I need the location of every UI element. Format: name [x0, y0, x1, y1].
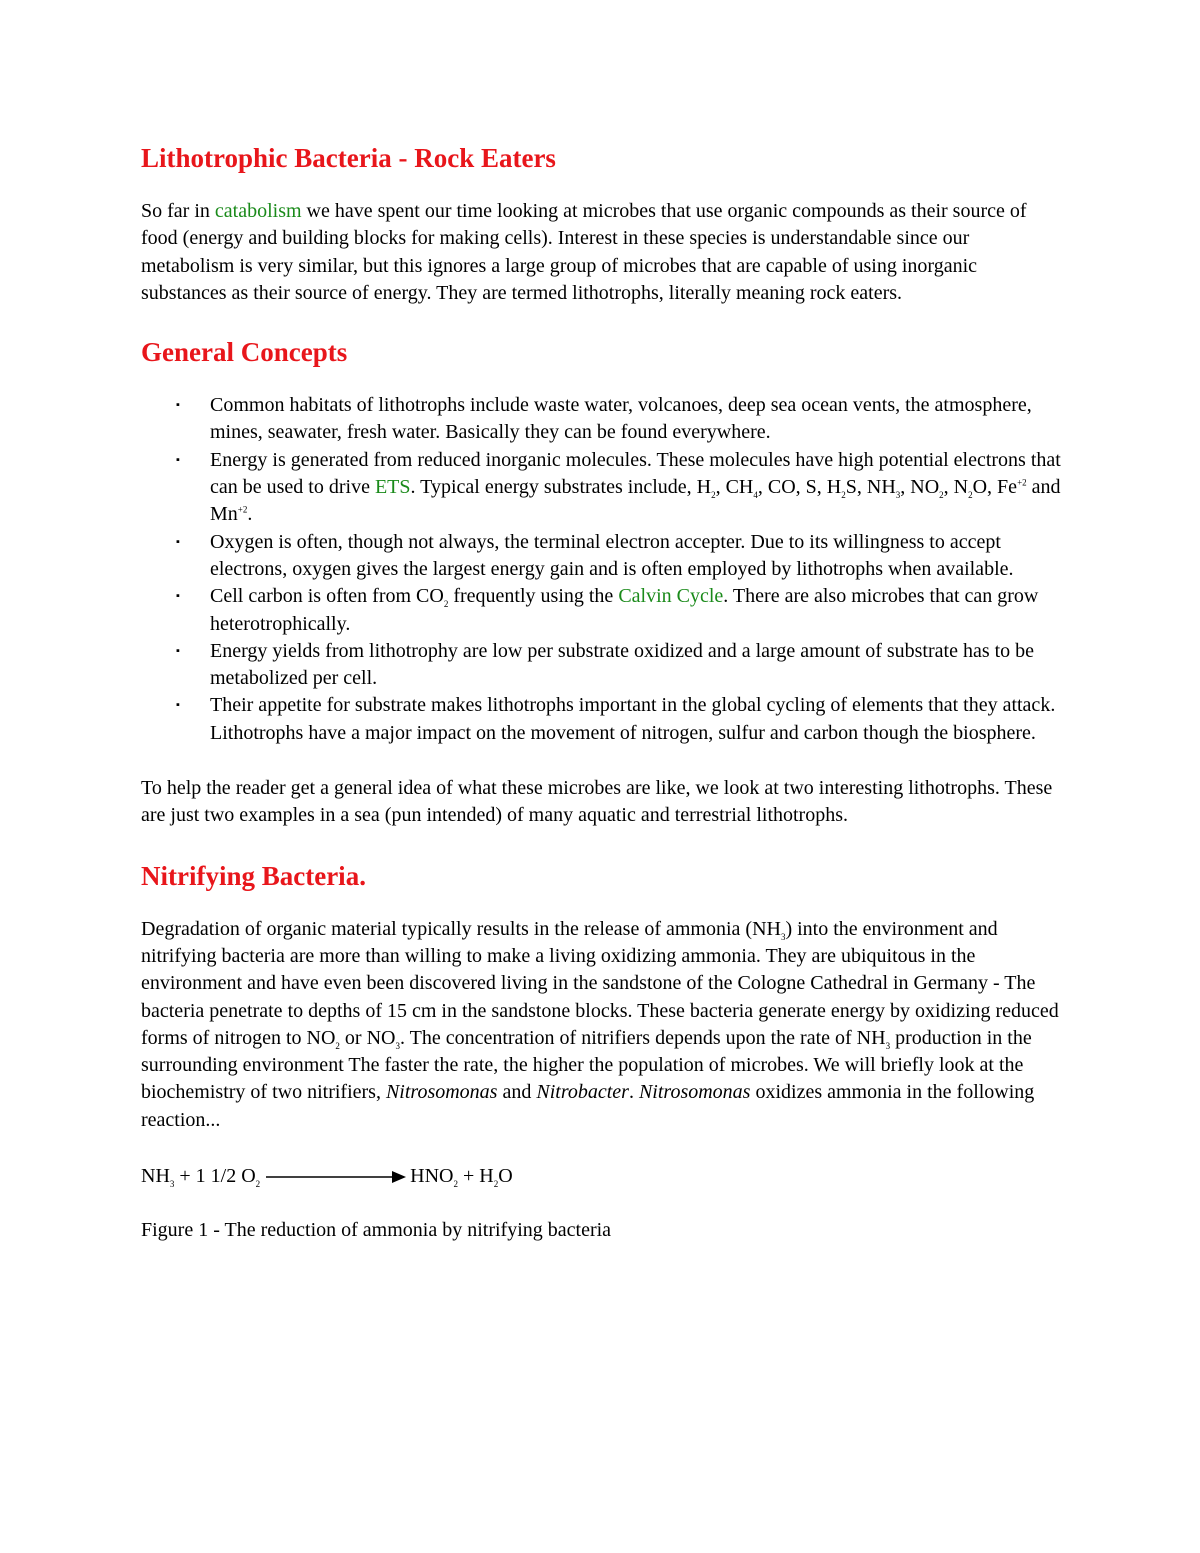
list-item: ▪ Energy is generated from reduced inorganic molecules. These molecules have high potential electrons that can be used to drive ETS. Typical energy substrates include, $H_2$, $CH_4$, CO, S, $H_2S$, $NH_3$, $NO_2$, $N_2O$, $Fe^{+2}$ and $Mn^{+2}$. [176, 448, 1061, 526]
general-concepts-list [141, 392, 1061, 747]
bullet-icon: ▪ [176, 644, 180, 657]
transition-paragraph: To help the reader get a general idea of what these microbes are like, we look at two interesting lithotrophs. These are just two examples in a sea (pun intended) of many aquatic and terrestrial lithotrophs. [141, 777, 1053, 827]
page-title: Lithotrophic Bacteria - Rock Eaters [141, 143, 556, 173]
ets-link[interactable]: ETS [374, 476, 411, 499]
document-page [141, 140, 1061, 1245]
calvin-cycle-link[interactable]: Calvin Cycle [618, 585, 724, 608]
bullet-icon: ▪ [176, 590, 180, 603]
catabolism-link[interactable]: catabolism [214, 200, 302, 222]
nitrifying-bacteria-heading: Nitrifying Bacteria. [141, 860, 366, 891]
bullet-icon: ▪ [176, 699, 180, 712]
reaction-arrow-icon [266, 1170, 406, 1184]
figure-caption: Figure 1 - The reduction of ammonia by nitrifying bacteria [141, 1219, 612, 1242]
list-item: ▪ Energy yields from lithotrophy are low per substrate oxidized and a large amount of substrate has to be metabolized per cell. [176, 639, 1035, 690]
bullet-icon: ▪ [176, 399, 180, 412]
general-concepts-heading: General Concepts [141, 337, 348, 368]
bullet-icon: ▪ [176, 535, 180, 548]
intro-paragraph: So far in catabolism we have spent our time looking at microbes that use organic compounds as their source of food (energy and building blocks for making cells). Interest in these species is understandable since our metabolism is very similar, but this ignores a large group of microbes that are capable of using inorganic substances as their source of energy. They are termed lithotrophs, literally meaning rock eaters. [141, 200, 1027, 304]
list-item: ▪ Cell carbon is often from $CO_2$ frequently using the Calvin Cycle. There are also microbes that can grow heterotrophically. [176, 585, 1039, 635]
list-item: ▪ Their appetite for substrate makes lithotrophs important in the global cycling of elements that they attack. Lithotrophs have a major impact on the movement of nitrogen, sulfur and carbon though the biosphere. [176, 694, 1056, 744]
nitrifying-paragraph: Degradation of organic material typically results in the release of ammonia $(NH_3)$ into the environment and nitrifying bacteria are more than willing to make a living oxidizing ammonia. They are ubiquitous in the environment and have even been discovered living in the sandstone of the Cologne Cathedral in Germany - The bacteria penetrate to depths of 15 cm in the sandstone blocks. These bacteria generate energy by oxidizing reduced forms of nitrogen to $NO_2$ or $NO_3$. The concentration of nitrifiers depends upon the rate of $NH_3$ production in the surrounding environment The faster the rate, the higher the population of microbes. We will briefly look at the biochemistry of two nitrifiers, Nitrosomonas and Nitrobacter. Nitrosomonas oxidizes ammonia in the following reaction... [141, 917, 1059, 1131]
list-item: ▪ Oxygen is often, though not always, the terminal electron accepter. Due to its willingness to accept electrons, oxygen gives the largest energy gain and is often employed by lithotrophs when available. [176, 530, 1014, 580]
bullet-icon: ▪ [176, 453, 180, 466]
reaction-equation: $NH_3 + 1$ 1/2 $O_2$ $HNO_2 + H_2O$ [141, 1165, 513, 1190]
list-item: ▪ Common habitats of lithotrophs include waste water, volcanoes, deep sea ocean vents, the atmosphere, mines, seawater, fresh water. Basically they can be found everywhere. [176, 394, 1032, 444]
